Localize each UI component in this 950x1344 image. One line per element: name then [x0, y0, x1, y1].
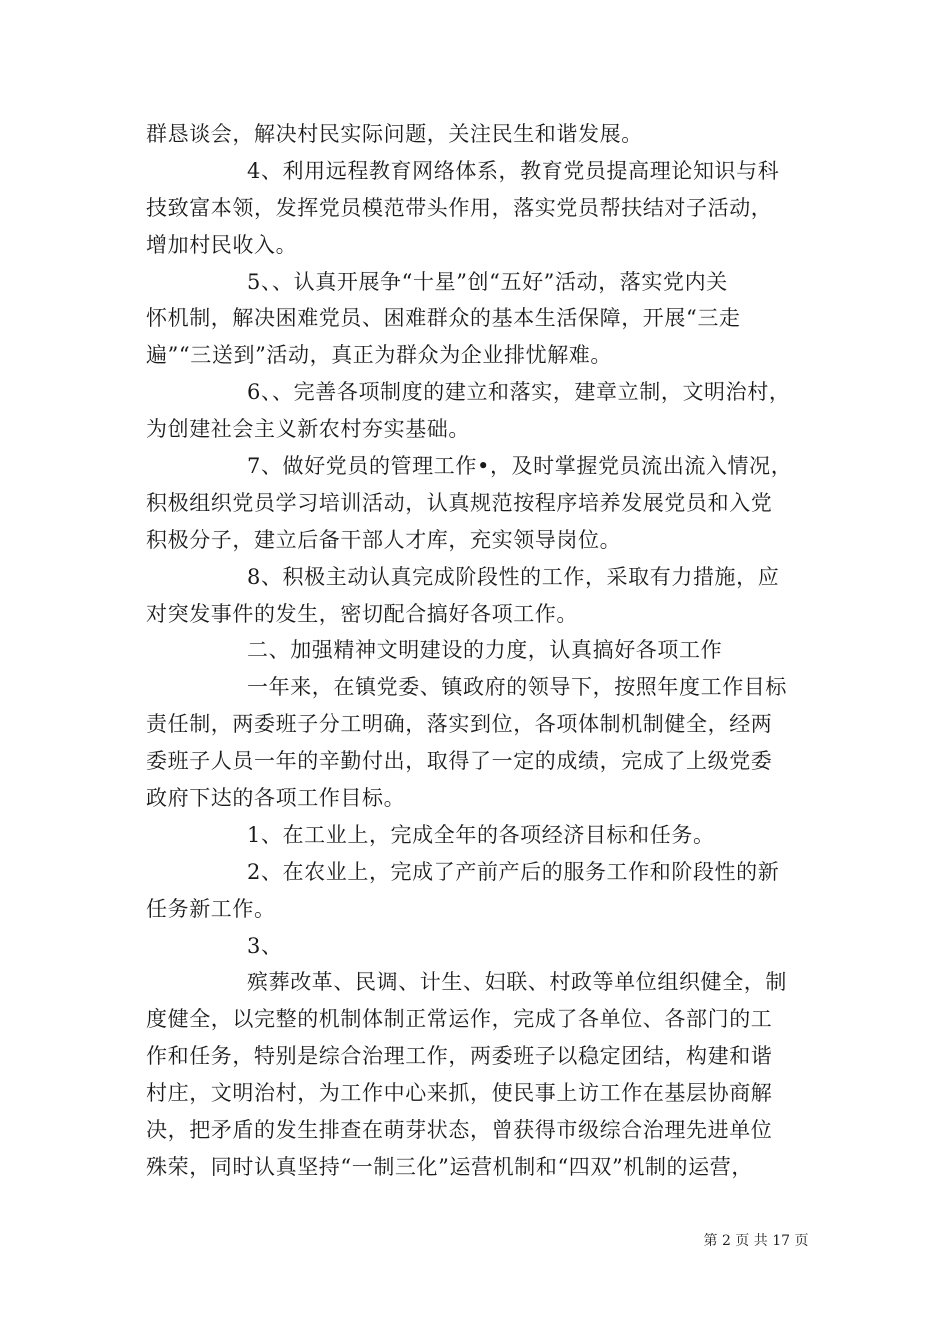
text-line: 责任制，两委班子分工明确，落实到位，各项体制机制健全，经两 [146, 712, 773, 737]
text-line: 8、积极主动认真完成阶段性的工作，采取有力措施，应 [247, 564, 780, 589]
text-line: 殊荣，同时认真坚持“一制三化”运营机制和“四双”机制的运营， [146, 1154, 753, 1179]
text-line: 7、做好党员的管理工作•，及时掌握党员流出流入情况， [247, 454, 793, 479]
text-line: 群恳谈会，解决村民实际问题，关注民生和谐发展。 [146, 122, 643, 146]
text-line: 积极分子，建立后备干部人才库，充实领导岗位。 [146, 527, 622, 552]
text-line: 遍”“三送到”活动，真正为群众为企业排忧解难。 [146, 343, 613, 368]
text-line: 技致富本领，发挥党员模范带头作用，落实党员帮扶结对子活动， [146, 195, 773, 220]
text-line: 怀机制，解决困难党员、困难群众的基本生活保障，开展“三走 [146, 306, 741, 331]
text-line: 积极组织党员学习培训活动，认真规范按程序培养发展党员和入党 [146, 490, 773, 515]
text-line: 对突发事件的发生，密切配合搞好各项工作。 [146, 601, 578, 626]
text-line: 5、、认真开展争“十星”创“五好”活动，落实党内关 [247, 269, 728, 294]
text-line: 6、、完善各项制度的建立和落实，建章立制，文明治村， [247, 380, 791, 405]
text-line: 作和任务，特别是综合治理工作，两委班子以稳定团结，构建和谐 [146, 1044, 773, 1069]
text-line: 度健全，以完整的机制体制正常运作，完成了各单位、各部门的工 [146, 1007, 773, 1032]
text-line: 为创建社会主义新农村夯实基础。 [146, 417, 470, 442]
page-number: 第 2 页 共 17 页 [703, 1233, 809, 1249]
text-line: 殡葬改革、民调、计生、妇联、村政等单位组织健全，制 [247, 970, 787, 995]
text-line: 一年来，在镇党委、镇政府的领导下，按照年度工作目标 [247, 675, 787, 700]
text-line: 任务新工作。 [146, 896, 276, 921]
text-line: 3、 [247, 933, 283, 958]
text-line: 政府下达的各项工作目标。 [146, 786, 406, 811]
text-line: 村庄，文明治村，为工作中心来抓，使民事上访工作在基层协商解 [146, 1081, 773, 1106]
text-line: 委班子人员一年的辛勤付出，取得了一定的成绩，完成了上级党委 [146, 749, 773, 774]
text-line: 决，把矛盾的发生排查在萌芽状态，曾获得市级综合治理先进单位 [146, 1118, 773, 1143]
body-text [146, 116, 816, 1186]
text-line: 2、在农业上，完成了产前产后的服务工作和阶段性的新 [247, 859, 780, 884]
text-line: 4、利用远程教育网络体系，教育党员提高理论知识与科 [247, 158, 780, 183]
page-footer [0, 1230, 950, 1250]
text-line: 增加村民收入。 [146, 232, 298, 257]
text-line: 二、加强精神文明建设的力度，认真搞好各项工作 [247, 638, 723, 663]
text-line: 1、在工业上，完成全年的各项经济目标和任务。 [247, 822, 715, 847]
